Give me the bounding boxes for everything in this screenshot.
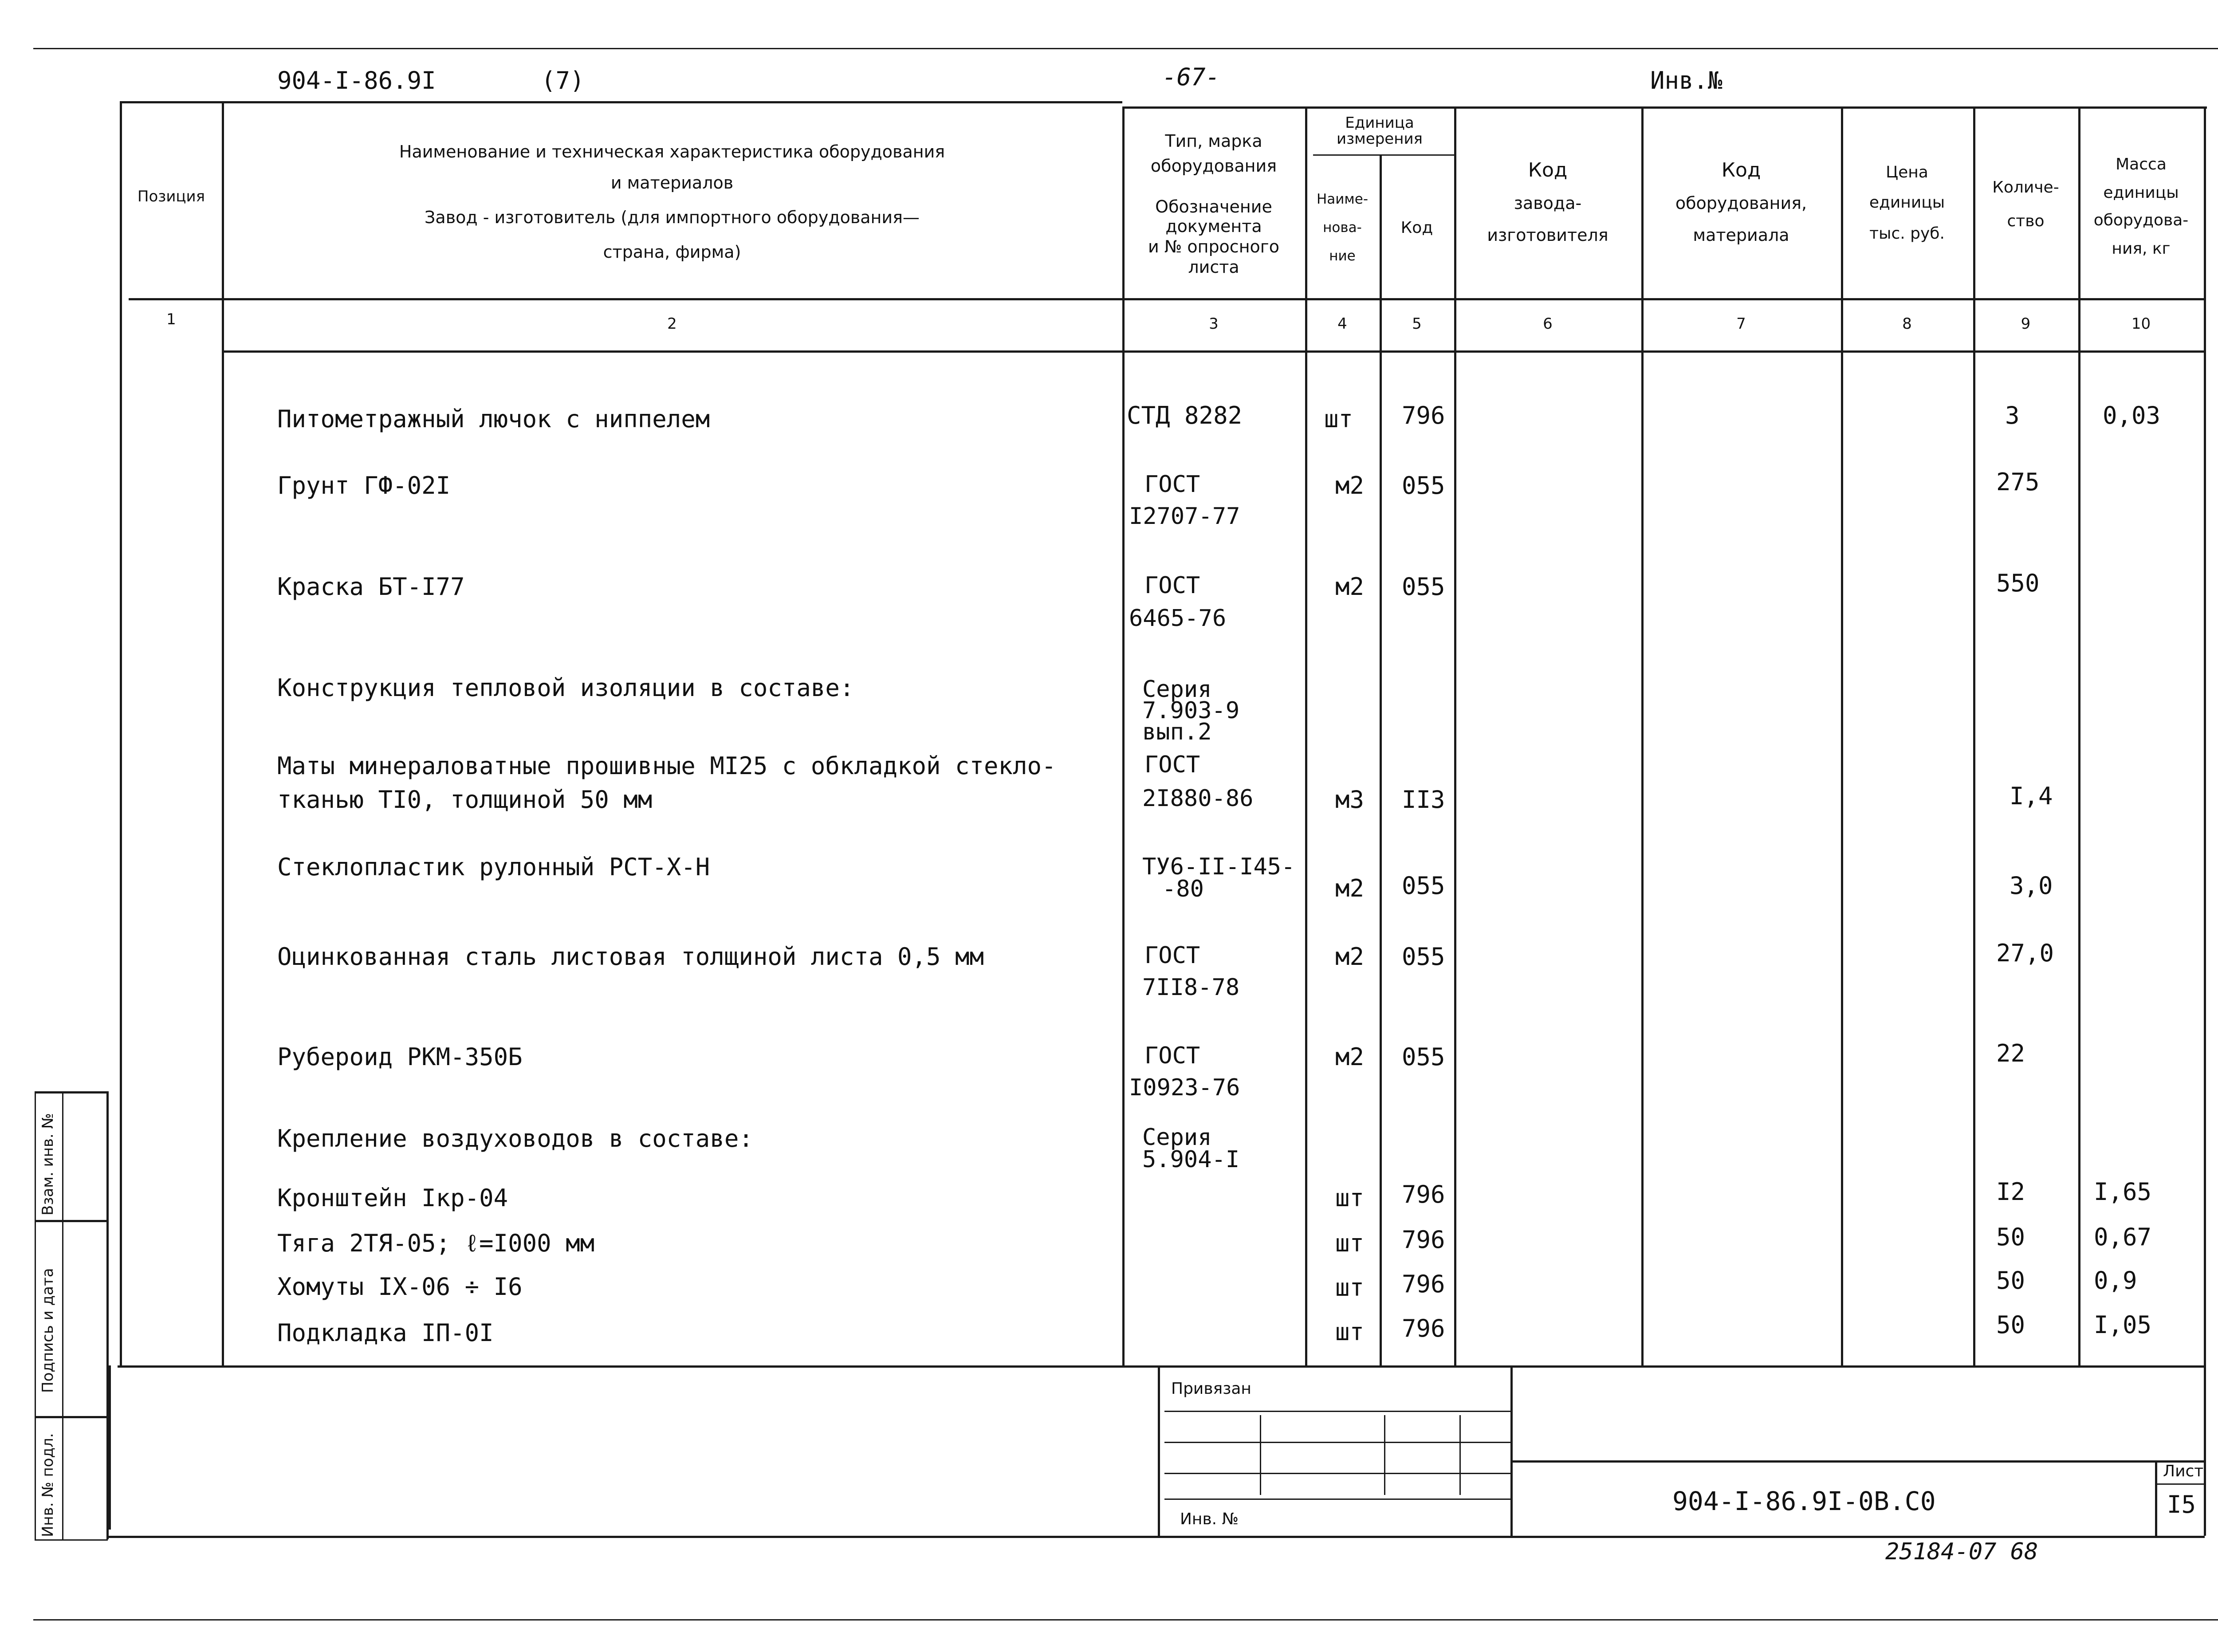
col-divider-2 [1122,106,1125,1365]
row-doc: 7II8-78 [1142,974,1240,1001]
row-qty: 550 [1996,569,2040,597]
col-header-unit-1: Единица [1345,114,1414,132]
col-header-type-6: листа [1188,257,1239,277]
col-divider-1 [222,101,224,1365]
bound-line-3 [1164,1473,1510,1474]
row-doc: ТУ6-II-I45- [1142,854,1295,880]
row-name: Питометражный лючок с ниппелем [277,405,710,433]
bottom-code: 25184-07 68 [1885,1538,2038,1565]
col-header-mass-4: ния, кг [2112,240,2171,258]
col-header-mass-1: Масса [2116,155,2167,173]
row-qty: I2 [1996,1178,2025,1206]
col-header-type-4: документа [1165,216,1262,236]
row-mass: 0,03 [2103,401,2161,429]
sheet-label: Лист [2163,1462,2204,1480]
bound-line-4 [1164,1499,1510,1500]
col-header-equip-2: оборудования, [1675,193,1807,213]
sheet-no-divider [2155,1460,2157,1536]
side-stamp-left-border [35,1091,36,1539]
row-unit: м2 [1335,1043,1365,1071]
row-code: 796 [1402,1180,1445,1208]
row-doc: I0923-76 [1129,1074,1240,1101]
side-stamp-divider [62,1091,63,1539]
top-edge-line [33,48,2218,49]
row-qty: 50 [1996,1267,2025,1294]
bound-box-left [1158,1365,1160,1536]
col-number: 6 [1543,315,1553,333]
col-number: 1 [166,311,176,328]
row-mass: 0,9 [2094,1267,2137,1294]
col-header-unit-name-2: нова- [1323,220,1362,236]
col-header-equip-3: материала [1693,225,1789,245]
row-name: Стеклопластик рулонный РСТ-Х-Н [277,853,710,881]
row-doc: ГОСТ [1144,751,1200,778]
row-doc: 5.904-I [1142,1146,1240,1173]
bound-box-right [1510,1365,1513,1536]
row-mass: 0,67 [2094,1223,2152,1251]
row-unit: м2 [1335,874,1365,902]
col-header-name-3: Завод - изготовитель (для импортного оборудования— [425,208,920,227]
col-header-maker-3: изготовителя [1487,225,1608,245]
row-qty: 3 [2005,401,2020,429]
row-doc: ГОСТ [1144,942,1200,969]
row-qty: 50 [1996,1311,2025,1339]
row-unit: шт [1335,1318,1365,1346]
row-code: 796 [1402,1314,1445,1342]
side-stamp-right-border [106,1091,109,1539]
row-doc: 6465-76 [1129,605,1227,632]
row-name: Кронштейн Iкр-04 [277,1184,508,1212]
bound-col-3 [1459,1415,1461,1495]
col-header-mass-2: единицы [2103,184,2179,202]
col-header-position: Позиция [137,188,205,205]
side-stamp-top [35,1091,108,1093]
col-divider-8 [1973,106,1975,1365]
doc-code-top: 904-I-86.9I [277,67,436,94]
row-name: Конструкция тепловой изоляции в составе: [277,674,854,702]
row-code: 796 [1402,401,1445,429]
col-number: 8 [1902,315,1912,333]
section-number: (7) [541,67,585,94]
row-qty: 27,0 [1996,939,2054,967]
row-name: Тяга 2ТЯ-05; ℓ=I000 мм [277,1229,595,1257]
table-top-border [120,101,1122,103]
row-doc: Серия [1142,676,1212,703]
row-unit: м2 [1335,573,1365,601]
table-top-border-right [1122,106,2207,109]
row-name: Крепление воздуховодов в составе: [277,1125,753,1152]
row-name: Подкладка IП-0I [277,1319,494,1347]
stamp-inv-label: Инв. № [1180,1510,1239,1528]
sheet-label-line [2155,1483,2204,1485]
row-qty: 50 [1996,1223,2025,1251]
row-doc: ГОСТ [1144,1042,1200,1069]
row-code: 055 [1402,943,1445,971]
row-unit: шт [1335,1184,1365,1212]
col-header-price-2: единицы [1869,193,1945,212]
row-unit: м2 [1335,943,1365,971]
col-divider-5 [1454,106,1456,1365]
row-unit: шт [1335,1274,1365,1302]
table-right-border [2204,106,2206,1366]
row-code: 055 [1402,872,1445,900]
col-number: 10 [2131,315,2151,333]
row-code: 055 [1402,472,1445,500]
col-header-qty-2: ство [2007,212,2045,230]
col-header-qty-1: Количе- [1992,178,2059,197]
col-header-type-2: оборудования [1150,156,1277,176]
side-inv-podl-label: Инв. № подл. [39,1433,57,1537]
col-header-mass-3: оборудова- [2093,211,2189,229]
inv-label-top: Инв.№ [1650,67,1722,94]
table-bottom-line [118,1365,2205,1368]
row-doc: вып.2 [1142,719,1212,745]
row-name: Маты минераловатные прошивные МI25 с обкладкой стекло- [277,752,1056,780]
row-qty: I,4 [2010,782,2053,810]
row-qty: 275 [1996,468,2040,496]
row-unit: шт [1324,405,1353,433]
col-header-type-3: Обозначение [1155,197,1272,216]
row-qty: 3,0 [2010,872,2053,900]
header-bottom-line [129,298,2205,300]
row-code: 055 [1402,573,1445,601]
col-number: 7 [1736,315,1746,333]
side-stamp-sep-1 [35,1220,108,1222]
row-name: Грунт ГФ-02I [277,472,451,500]
col-header-unit-2: измерения [1336,130,1423,148]
sheet-code: 904-I-86.9I-0В.С0 [1672,1486,1936,1516]
row-name: Оцинкованная сталь листовая толщиной листа 0,5 мм [277,943,984,971]
title-bottom-line [109,1536,2205,1538]
row-code: 055 [1402,1043,1445,1071]
col-number: 4 [1337,315,1347,333]
row-code: 796 [1402,1270,1445,1298]
col-header-name-4: страна, фирма) [603,242,741,262]
col-header-name-1: Наименование и техническая характеристика оборудования [399,142,945,161]
col-number: 3 [1209,315,1219,333]
col-number: 5 [1412,315,1422,333]
col-header-price-3: тыс. руб. [1869,224,1945,243]
row-doc: 7.903-9 [1142,697,1240,724]
row-doc: Серия [1142,1124,1212,1151]
bound-col-2 [1384,1415,1385,1495]
col-divider-3 [1305,106,1307,1365]
row-name: Краска БТ-I77 [277,573,465,601]
col-header-unit-name-3: ние [1329,248,1356,264]
sheet-number: I5 [2167,1491,2196,1518]
col-header-price-1: Цена [1886,163,1928,181]
bottom-edge-line [33,1619,2218,1621]
title-right-border [2204,1365,2206,1536]
col-header-type-1: Тип, марка [1165,131,1262,151]
col-number: 9 [2021,315,2031,333]
col-header-maker-1: Код [1528,159,1568,181]
row-name: Хомуты IХ-06 ÷ I6 [277,1273,523,1301]
title-left-border [109,1365,111,1530]
row-unit: шт [1335,1229,1365,1257]
bound-label: Привязан [1171,1380,1251,1398]
bound-line-1 [1164,1411,1510,1412]
row-name-continued: тканью ТI0, толщиной 50 мм [277,786,653,814]
row-code: 796 [1402,1226,1445,1254]
col-header-equip-1: Код [1721,159,1761,181]
row-doc: 2I880-86 [1142,785,1254,812]
row-unit: м2 [1335,472,1365,500]
row-mass: I,05 [2094,1311,2152,1339]
col-header-unit-name-1: Наиме- [1316,191,1369,207]
table-left-border [120,101,122,1365]
side-podpis-label: Подпись и дата [39,1268,57,1393]
side-stamp-sep-2 [35,1416,108,1418]
row-doc: ГОСТ [1144,471,1200,498]
row-code: II3 [1402,786,1445,814]
sheet-code-top-line [1510,1460,2205,1463]
bound-line-2 [1164,1442,1510,1443]
row-doc: I2707-77 [1129,503,1240,530]
col-header-maker-2: завода- [1514,193,1582,213]
col-header-type-5: и № опросного [1148,237,1280,256]
row-qty: 22 [1996,1039,2025,1067]
row-unit: м3 [1335,786,1365,814]
row-doc: ГОСТ [1144,572,1200,599]
col-header-unit-code: Код [1400,219,1433,237]
col-divider-4 [1380,155,1382,1365]
col-number: 2 [667,315,677,333]
side-vzam-label: Взам. инв. № [39,1113,57,1215]
col-divider-7 [1841,106,1843,1365]
row-mass: I,65 [2094,1178,2152,1206]
col-divider-6 [1641,106,1644,1365]
unit-header-subline [1313,154,1455,156]
row-doc: СТД 8282 [1127,401,1243,429]
col-divider-9 [2078,106,2080,1365]
row-doc: -80 [1162,876,1204,902]
side-stamp-bottom [35,1539,108,1541]
bound-col-1 [1260,1415,1261,1495]
row-name: Рубероид РКМ-350Б [277,1043,523,1071]
page-mark: -67- [1162,63,1220,91]
numbers-bottom-line [222,350,2205,353]
col-header-name-2: и материалов [610,173,734,193]
